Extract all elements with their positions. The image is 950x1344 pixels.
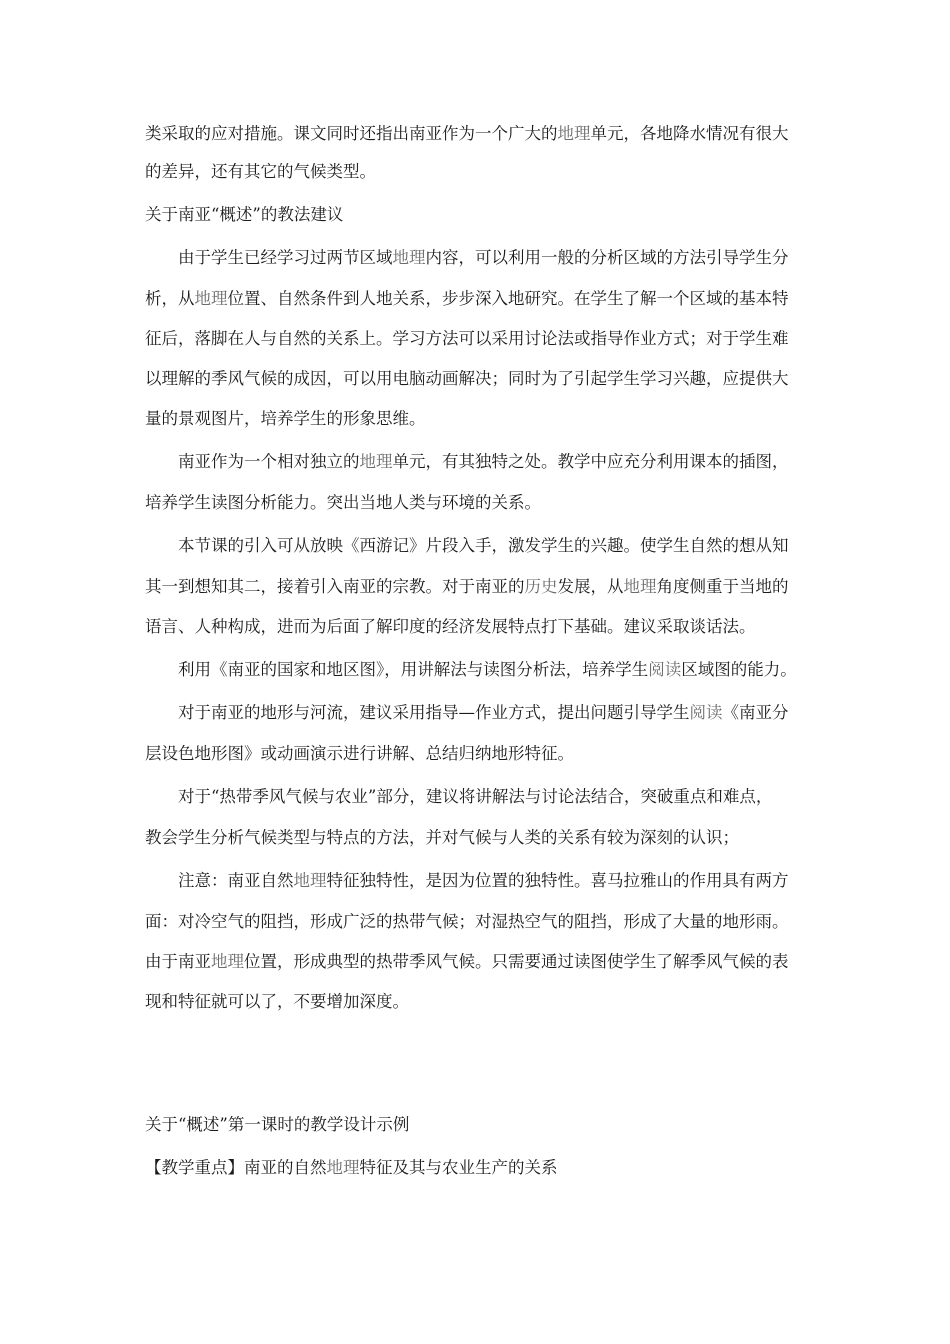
text-run: 位置，形成典型的热带季风气候。只需要通过读图使学生了解季风气候的表 (244, 952, 789, 971)
text-run: 发展，从 (557, 577, 624, 596)
highlighted-term: 地理 (623, 577, 657, 596)
text-run: 【教学重点】南亚的自然 (145, 1158, 327, 1177)
highlighted-term: 地理 (293, 871, 327, 890)
paragraph-line (178, 451, 789, 473)
text-line (145, 328, 789, 350)
highlighted-term: 地理 (557, 124, 591, 143)
text-line (145, 123, 789, 145)
text-run: 本节课的引入可从放映《西游记》片段入手，激发学生的兴趣。使学生自然的想从知 (178, 536, 789, 555)
text-line (145, 368, 789, 390)
text-run: 面：对冷空气的阻挡，形成广泛的热带气候；对湿热空气的阻挡，形成了大量的地形雨。 (145, 912, 789, 931)
highlighted-term: 历史 (524, 577, 558, 596)
highlighted-term: 阅读 (648, 660, 682, 679)
text-line (145, 288, 789, 310)
text-run: 利用《南亚的国家和地区图》，用讲解法与读图分析法，培养学生 (178, 660, 649, 679)
text-run: 培养学生读图分析能力。突出当地人类与环境的关系。 (145, 493, 541, 512)
text-run: 特征及其与农业生产的关系 (359, 1158, 558, 1177)
text-run: 内容，可以利用一般的分析区域的方法引导学生分 (425, 248, 789, 267)
text-run: 析，从 (145, 289, 195, 308)
highlighted-term: 地理 (211, 952, 244, 971)
text-run: 层设色地形图》或动画演示进行讲解、总结归纳地形特征。 (145, 744, 574, 763)
text-run: 由于学生已经学习过两节区域 (178, 248, 393, 267)
text-run: 以理解的季风气候的成因，可以用电脑动画解决；同时为了引起学生学习兴趣，应提供大 (145, 369, 789, 388)
text-line (145, 743, 574, 765)
text-run: 类采取的应对措施。课文同时还指出南亚作为一个广大的 (145, 124, 558, 143)
text-line (145, 492, 541, 514)
paragraph-line (178, 535, 789, 557)
text-line (145, 911, 789, 933)
text-line (145, 161, 376, 183)
highlighted-term: 地理 (359, 452, 393, 471)
text-run: 对于南亚的地形与河流，建议采用指导—作业方式，提出问题引导学生 (178, 703, 690, 722)
teaching-focus (145, 1157, 558, 1179)
text-line (145, 827, 739, 849)
text-run: 量的景观图片，培养学生的形象思维。 (145, 409, 426, 428)
text-run: 区域图的能力。 (681, 660, 797, 679)
text-run: 位置、自然条件到人地关系，步步深入地研究。在学生了解一个区域的基本特 (227, 289, 789, 308)
text-run: 注意：南亚自然 (178, 871, 294, 890)
text-line (145, 951, 789, 973)
text-run: 的差异，还有其它的气候类型。 (145, 162, 376, 181)
text-run: 单元，有其独特之处。教学中应充分利用课本的插图， (392, 452, 789, 471)
text-run: 由于南亚 (145, 952, 211, 971)
paragraph-line (178, 786, 772, 808)
text-run: 对于“热带季风气候与农业”部分，建议将讲解法与讨论法结合，突破重点和难点， (178, 787, 773, 806)
paragraph-line (178, 870, 789, 892)
highlighted-term: 地理 (194, 289, 228, 308)
highlighted-term: 地理 (326, 1158, 360, 1177)
text-run: 南亚作为一个相对独立的 (178, 452, 360, 471)
text-line (145, 616, 756, 638)
text-run: 关于“概述”第一课时的教学设计示例 (145, 1115, 410, 1134)
text-run: 关于南亚“概述”的教法建议 (145, 205, 344, 224)
text-run: 语言、人种构成，进而为后面了解印度的经济发展特点打下基础。建议采取谈话法。 (145, 617, 756, 636)
text-run: 征后，落脚在人与自然的关系上。学习方法可以采用讨论法或指导作业方式；对于学生难 (145, 329, 789, 348)
section-heading (145, 204, 343, 226)
text-run: 《南亚分 (722, 703, 789, 722)
paragraph-line (178, 659, 797, 681)
text-run: 其一到想知其二，接着引入南亚的宗教。对于南亚的 (145, 577, 525, 596)
text-run: 角度侧重于当地的 (656, 577, 789, 596)
text-run: 现和特征就可以了，不要增加深度。 (145, 992, 409, 1011)
text-line (145, 991, 409, 1013)
text-line (145, 408, 426, 430)
section-heading (145, 1114, 409, 1136)
paragraph-line (178, 247, 789, 269)
text-line (145, 576, 789, 598)
text-run: 教会学生分析气候类型与特点的方法，并对气候与人类的关系有较为深刻的认识； (145, 828, 739, 847)
text-run: 单元，各地降水情况有很大 (590, 124, 789, 143)
text-run: 特征独特性，是因为位置的独特性。喜马拉雅山的作用具有两方 (326, 871, 789, 890)
highlighted-term: 阅读 (689, 703, 723, 722)
highlighted-term: 地理 (392, 248, 426, 267)
paragraph-line (178, 702, 789, 724)
